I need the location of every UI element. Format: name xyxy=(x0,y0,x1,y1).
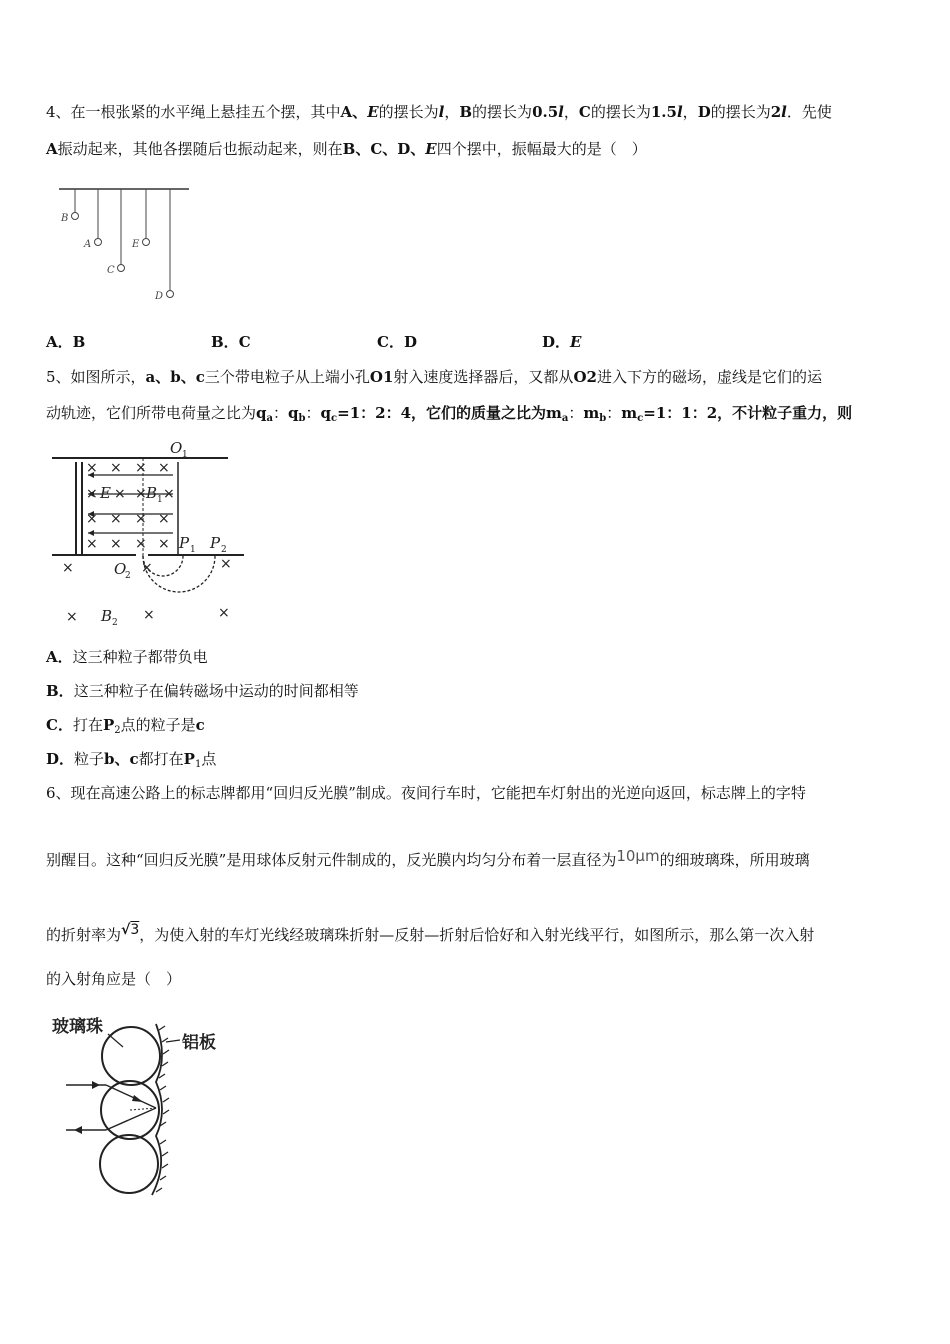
label-glass-bead: 玻璃珠 xyxy=(52,1017,103,1037)
q5-stem-line1: 5、如图所示，a、b、c三个带电粒子从上端小孔O1射入速度选择器后，又都从O2进入下方的磁场，虚线是它们的运 xyxy=(46,368,822,386)
pendulum-label-d: D xyxy=(155,291,164,302)
cross-mark: × xyxy=(86,511,98,527)
pendulum-label-c: C xyxy=(107,265,115,276)
q4-option-d[interactable]: D．E xyxy=(542,333,582,351)
refractive-index: √3 xyxy=(121,922,140,938)
label-o1-sub: 1 xyxy=(182,450,188,460)
cross-mark: × xyxy=(110,536,122,552)
label-b1-sub: 1 xyxy=(157,495,163,505)
q6-stem-line4: 的入射角应是（ ） xyxy=(46,970,182,988)
q4-option-c[interactable]: C．D xyxy=(377,333,417,351)
q5-option-b[interactable]: B．这三种粒子在偏转磁场中运动的时间都相等 xyxy=(46,682,359,700)
cross-mark: × xyxy=(135,486,147,502)
cross-mark: × xyxy=(158,511,170,527)
label-p1: P xyxy=(179,534,190,552)
label-aluminum-plate: 铝板 xyxy=(182,1033,216,1053)
cross-mark: × xyxy=(141,560,153,576)
label-p2-sub: 2 xyxy=(221,545,227,555)
label-b2: B xyxy=(101,607,113,625)
q6-stem-line1: 6、现在高速公路上的标志牌都用“回归反光膜”制成。夜间行车时，它能把车灯射出的光逆向返回，标志牌上的字特 xyxy=(46,784,806,802)
q5-option-a[interactable]: A．这三种粒子都带负电 xyxy=(46,648,208,666)
diameter-value: 10μm xyxy=(616,847,660,865)
cross-mark: × xyxy=(110,511,122,527)
q5-stem-line2: 动轨迹，它们所带电荷量之比为$q_a$：$q_b$：$q_c=1$：2：4，它们的质量之比为$m_a$：$m_b$：$m_c=1$：1：2，不计粒子重力，则 xyxy=(46,404,853,424)
cross-mark: × xyxy=(114,486,126,502)
q6-stem-line3: 的折射率为√3，为使入射的车灯光线经玻璃珠折射—反射—折射后恰好和入射光线平行，如图所示，那么第一次入射 xyxy=(46,922,815,944)
q6-stem-line2: 别醒目。这种“回归反光膜”是用球体反射元件制成的，反光膜内均匀分布着一层直径为10μm的细玻璃珠，所用玻璃 xyxy=(46,847,810,869)
cross-mark: × xyxy=(110,460,122,476)
velocity-selector-figure xyxy=(48,436,248,628)
pendulum-label-b: B xyxy=(61,213,69,224)
label-o1: O xyxy=(170,439,183,457)
cross-mark: × xyxy=(62,560,74,576)
q5-option-d[interactable]: D．粒子b、c都打在$P_1$点 xyxy=(46,750,217,770)
pendulum-label-a: A xyxy=(84,239,92,250)
pendulum-label-e: E xyxy=(132,239,140,250)
q4-option-a[interactable]: A．B xyxy=(46,333,86,351)
label-o2-sub: 2 xyxy=(125,571,131,581)
cross-mark: × xyxy=(158,536,170,552)
cross-mark: × xyxy=(163,486,175,502)
cross-mark: × xyxy=(135,511,147,527)
label-p1-sub: 1 xyxy=(190,545,196,555)
cross-mark: × xyxy=(86,460,98,476)
cross-mark: × xyxy=(86,536,98,552)
cross-mark: × xyxy=(218,605,230,621)
cross-mark: × xyxy=(135,460,147,476)
cross-mark: × xyxy=(220,556,232,572)
label-b2-sub: 2 xyxy=(112,618,118,628)
q5-option-c[interactable]: C．打在$P_2$点的粒子是c xyxy=(46,716,205,736)
cross-mark: × xyxy=(158,460,170,476)
q4-stem-line2: A振动起来，其他各摆随后也振动起来，则在B、C、D、E四个摆中，振幅最大的是（ ） xyxy=(46,140,647,158)
q4-stem-line1: 4、在一根张紧的水平绳上悬挂五个摆，其中A、E的摆长为l，B的摆长为0.5l，C的摆长为1.5l，D的摆长为2l．先使 xyxy=(46,103,832,121)
cross-mark: × xyxy=(66,609,78,625)
glass-bead-figure xyxy=(48,1012,248,1202)
cross-mark: × xyxy=(135,536,147,552)
label-p2: P xyxy=(210,534,221,552)
pendulum-figure xyxy=(55,183,195,308)
label-o2: O xyxy=(114,560,127,578)
label-b1: B xyxy=(146,484,158,502)
q4-option-b[interactable]: B．C xyxy=(211,333,251,351)
label-e: E xyxy=(100,484,111,502)
cross-mark: × xyxy=(86,486,98,502)
cross-mark: × xyxy=(143,607,155,623)
